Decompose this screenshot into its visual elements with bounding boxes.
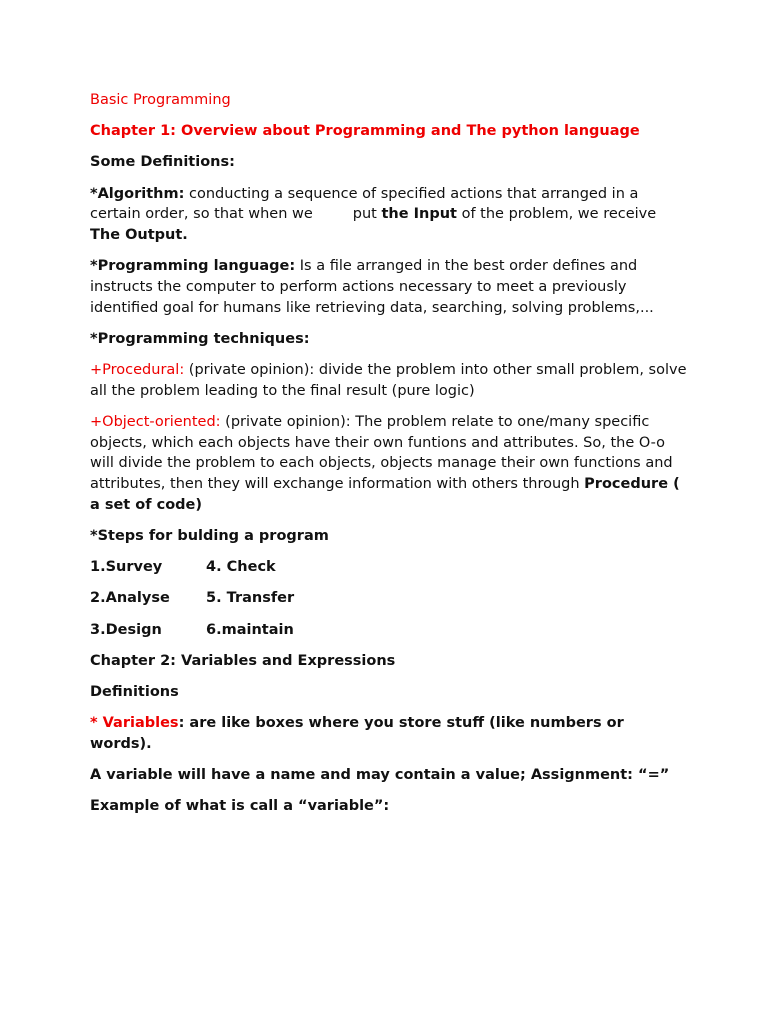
step-item: 5. Transfer: [206, 590, 295, 607]
steps-row-3: [90, 620, 690, 641]
programming-language-term: *Programming language:: [90, 258, 296, 275]
object-oriented-paragraph: [90, 412, 690, 516]
steps-row-2: [90, 588, 690, 609]
example-line: Example of what is call a “variable”:: [90, 798, 390, 815]
algorithm-term: *Algorithm:: [90, 185, 185, 202]
document-page: [90, 90, 690, 827]
techniques-heading: *Programming techniques:: [90, 330, 310, 347]
variable-note: A variable will have a name and may contain a value; Assignment: “=”: [90, 767, 670, 784]
object-oriented-term: +Object-oriented:: [90, 413, 221, 430]
programming-language-text: Is a file arranged in the best order defines and instructs the computer to perform actions necessary to meet a previously identified goal for humans like retrieving data, searching, solving problems,...: [90, 258, 654, 316]
programming-language-paragraph: [90, 256, 690, 318]
steps-heading: *Steps for bulding a program: [90, 527, 329, 544]
algorithm-input: the Input: [381, 206, 457, 223]
step-item: 2.Analyse: [90, 590, 170, 607]
doc-title: Basic Programming: [90, 92, 231, 108]
chapter2-title: Chapter 2: Variables and Expressions: [90, 652, 396, 669]
procedural-term: +Procedural:: [90, 362, 185, 379]
object-oriented-text: (private opinion): The problem relate to one/many specific objects, which each objects have their own funtions and attributes. So, the O-o will divide the problem to each objects, objects manage their own functions and attributes, then they will exchange information with others through: [90, 413, 673, 493]
algorithm-text-3: of the problem, we receive: [456, 206, 657, 223]
procedural-paragraph: [90, 360, 690, 401]
step-item: 1.Survey: [90, 559, 163, 576]
definitions-heading: Definitions: [90, 683, 179, 700]
steps-row-1: [90, 557, 690, 578]
chapter1-title: Chapter 1: Overview about Programming and The python language: [90, 123, 640, 140]
variables-paragraph: [90, 713, 690, 754]
algorithm-text-2: put: [352, 206, 382, 223]
variables-text: : are like boxes where you store stuff (like numbers or words).: [90, 715, 624, 752]
some-definitions-heading: Some Definitions:: [90, 154, 235, 171]
variables-term: * Variables: [90, 715, 179, 732]
object-oriented-procedure: Procedure ( a set of code): [90, 476, 680, 513]
algorithm-paragraph: [90, 184, 690, 246]
step-item: 4. Check: [206, 559, 276, 576]
algorithm-text-1: conducting a sequence of specified actions that arranged in a certain order, so that when we: [90, 185, 639, 223]
step-item: 3.Design: [90, 621, 162, 638]
step-item: 6.maintain: [206, 621, 294, 638]
procedural-text: (private opinion): divide the problem into other small problem, solve all the problem leading to the final result (pure logic): [90, 362, 687, 399]
algorithm-output: The Output.: [90, 227, 188, 244]
